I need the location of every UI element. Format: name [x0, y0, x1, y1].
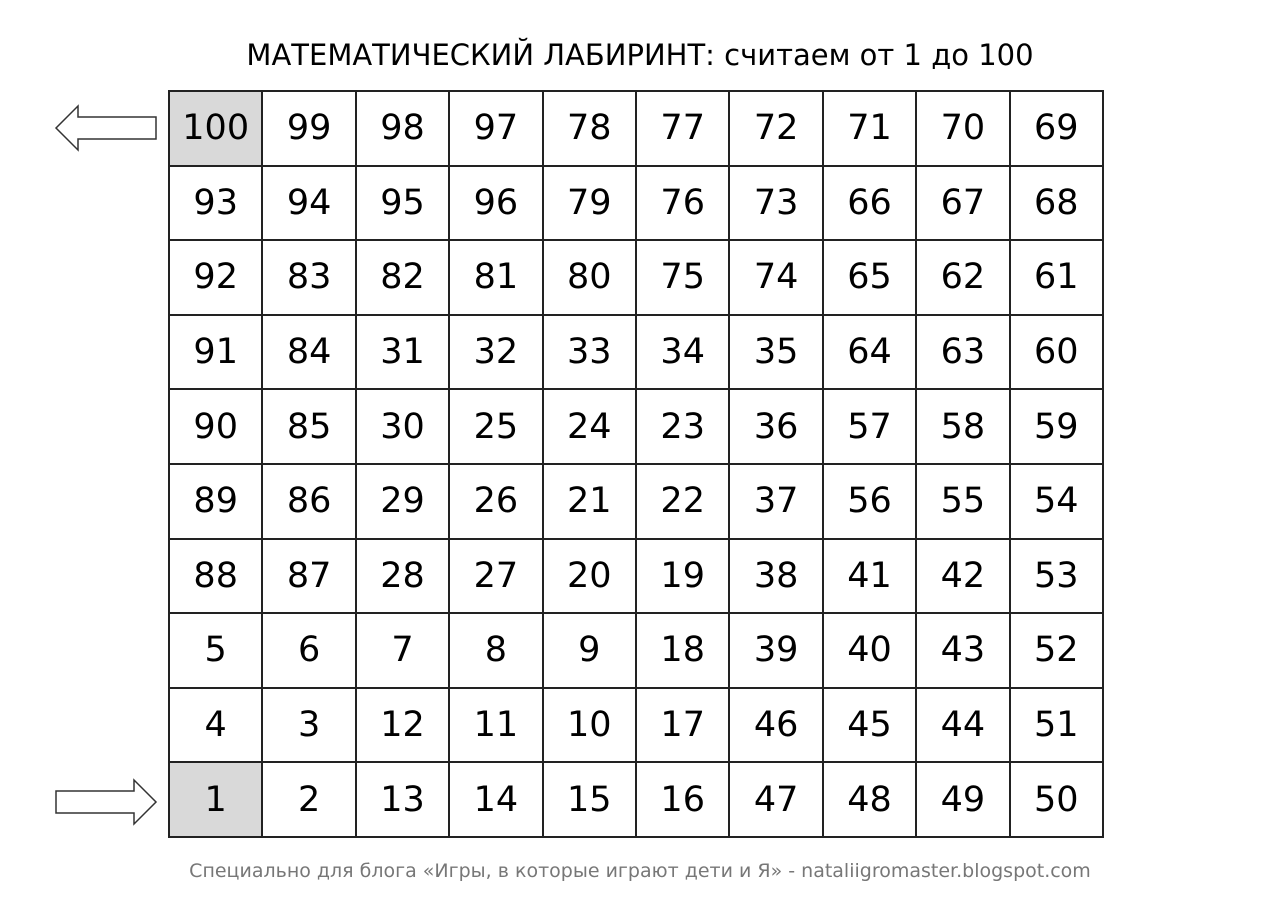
maze-cell[interactable]: 35 — [730, 316, 823, 391]
maze-cell[interactable]: 79 — [544, 167, 637, 242]
maze-cell[interactable]: 48 — [824, 763, 917, 838]
maze-cell[interactable]: 39 — [730, 614, 823, 689]
maze-cell[interactable]: 47 — [730, 763, 823, 838]
maze-cell[interactable]: 49 — [917, 763, 1010, 838]
maze-cell[interactable]: 27 — [450, 540, 543, 615]
maze-grid — [168, 90, 1104, 838]
maze-cell[interactable]: 98 — [357, 92, 450, 167]
maze-cell[interactable]: 81 — [450, 241, 543, 316]
maze-cell[interactable]: 91 — [170, 316, 263, 391]
maze-cell[interactable]: 19 — [637, 540, 730, 615]
maze-cell[interactable]: 95 — [357, 167, 450, 242]
maze-cell[interactable]: 65 — [824, 241, 917, 316]
maze-cell[interactable]: 75 — [637, 241, 730, 316]
maze-cell[interactable]: 37 — [730, 465, 823, 540]
maze-cell[interactable]: 28 — [357, 540, 450, 615]
maze-cell[interactable]: 17 — [637, 689, 730, 764]
maze-cell[interactable]: 6 — [263, 614, 356, 689]
maze-cell[interactable]: 45 — [824, 689, 917, 764]
maze-cell[interactable]: 9 — [544, 614, 637, 689]
maze-cell[interactable]: 97 — [450, 92, 543, 167]
maze-cell[interactable]: 55 — [917, 465, 1010, 540]
maze-cell[interactable]: 82 — [357, 241, 450, 316]
maze-cell[interactable]: 57 — [824, 390, 917, 465]
maze-cell[interactable]: 25 — [450, 390, 543, 465]
maze-cell[interactable]: 70 — [917, 92, 1010, 167]
maze-cell[interactable]: 78 — [544, 92, 637, 167]
maze-cell[interactable]: 74 — [730, 241, 823, 316]
maze-cell[interactable]: 12 — [357, 689, 450, 764]
maze-cell[interactable]: 41 — [824, 540, 917, 615]
maze-cell[interactable]: 77 — [637, 92, 730, 167]
maze-cell[interactable]: 36 — [730, 390, 823, 465]
maze-cell[interactable]: 44 — [917, 689, 1010, 764]
maze-cell[interactable]: 86 — [263, 465, 356, 540]
maze-title: МАТЕМАТИЧЕСКИЙ ЛАБИРИНТ: считаем от 1 до 100 — [246, 38, 1034, 72]
maze-cell[interactable]: 34 — [637, 316, 730, 391]
maze-cell[interactable]: 13 — [357, 763, 450, 838]
maze-cell[interactable]: 89 — [170, 465, 263, 540]
maze-cell[interactable]: 42 — [917, 540, 1010, 615]
maze-cell[interactable]: 94 — [263, 167, 356, 242]
maze-cell[interactable]: 52 — [1011, 614, 1104, 689]
maze-cell[interactable]: 31 — [357, 316, 450, 391]
maze-cell[interactable]: 29 — [357, 465, 450, 540]
maze-cell[interactable]: 18 — [637, 614, 730, 689]
left-arrow-icon — [54, 104, 158, 152]
maze-cell[interactable]: 84 — [263, 316, 356, 391]
maze-cell[interactable]: 51 — [1011, 689, 1104, 764]
maze-cell[interactable]: 85 — [263, 390, 356, 465]
maze-cell[interactable]: 20 — [544, 540, 637, 615]
maze-cell[interactable]: 32 — [450, 316, 543, 391]
maze-cell[interactable]: 67 — [917, 167, 1010, 242]
maze-cell[interactable]: 68 — [1011, 167, 1104, 242]
maze-cell[interactable]: 4 — [170, 689, 263, 764]
maze-cell[interactable]: 90 — [170, 390, 263, 465]
maze-cell[interactable]: 96 — [450, 167, 543, 242]
maze-cell[interactable]: 100 — [170, 92, 263, 167]
maze-cell[interactable]: 71 — [824, 92, 917, 167]
maze-cell[interactable]: 5 — [170, 614, 263, 689]
maze-cell[interactable]: 66 — [824, 167, 917, 242]
maze-cell[interactable]: 60 — [1011, 316, 1104, 391]
maze-cell[interactable]: 50 — [1011, 763, 1104, 838]
maze-cell[interactable]: 53 — [1011, 540, 1104, 615]
maze-cell[interactable]: 15 — [544, 763, 637, 838]
maze-cell[interactable]: 24 — [544, 390, 637, 465]
maze-cell[interactable]: 58 — [917, 390, 1010, 465]
right-arrow-icon — [54, 778, 158, 826]
maze-cell[interactable]: 40 — [824, 614, 917, 689]
maze-cell[interactable]: 73 — [730, 167, 823, 242]
maze-cell[interactable]: 56 — [824, 465, 917, 540]
maze-cell[interactable]: 10 — [544, 689, 637, 764]
maze-cell[interactable]: 11 — [450, 689, 543, 764]
maze-cell[interactable]: 88 — [170, 540, 263, 615]
maze-cell[interactable]: 93 — [170, 167, 263, 242]
maze-cell[interactable]: 22 — [637, 465, 730, 540]
maze-cell[interactable]: 43 — [917, 614, 1010, 689]
maze-cell[interactable]: 21 — [544, 465, 637, 540]
maze-cell[interactable]: 92 — [170, 241, 263, 316]
maze-cell[interactable]: 38 — [730, 540, 823, 615]
maze-cell[interactable]: 46 — [730, 689, 823, 764]
maze-cell[interactable]: 33 — [544, 316, 637, 391]
maze-cell[interactable]: 1 — [170, 763, 263, 838]
maze-cell[interactable]: 76 — [637, 167, 730, 242]
maze-cell[interactable]: 7 — [357, 614, 450, 689]
maze-cell[interactable]: 54 — [1011, 465, 1104, 540]
maze-cell[interactable]: 30 — [357, 390, 450, 465]
maze-cell[interactable]: 63 — [917, 316, 1010, 391]
maze-cell[interactable]: 3 — [263, 689, 356, 764]
maze-cell[interactable]: 62 — [917, 241, 1010, 316]
maze-cell[interactable]: 59 — [1011, 390, 1104, 465]
maze-cell[interactable]: 83 — [263, 241, 356, 316]
maze-cell[interactable]: 2 — [263, 763, 356, 838]
maze-cell[interactable]: 72 — [730, 92, 823, 167]
footer-credit: Специально для блога «Игры, в которые играют дети и Я» - nataliigromaster.blogspot.com — [189, 860, 1091, 882]
maze-cell[interactable]: 14 — [450, 763, 543, 838]
maze-cell[interactable]: 61 — [1011, 241, 1104, 316]
maze-cell[interactable]: 69 — [1011, 92, 1104, 167]
maze-cell[interactable]: 23 — [637, 390, 730, 465]
maze-cell[interactable]: 26 — [450, 465, 543, 540]
maze-cell[interactable]: 8 — [450, 614, 543, 689]
maze-cell[interactable]: 99 — [263, 92, 356, 167]
maze-cell[interactable]: 64 — [824, 316, 917, 391]
maze-cell[interactable]: 16 — [637, 763, 730, 838]
maze-cell[interactable]: 87 — [263, 540, 356, 615]
maze-cell[interactable]: 80 — [544, 241, 637, 316]
